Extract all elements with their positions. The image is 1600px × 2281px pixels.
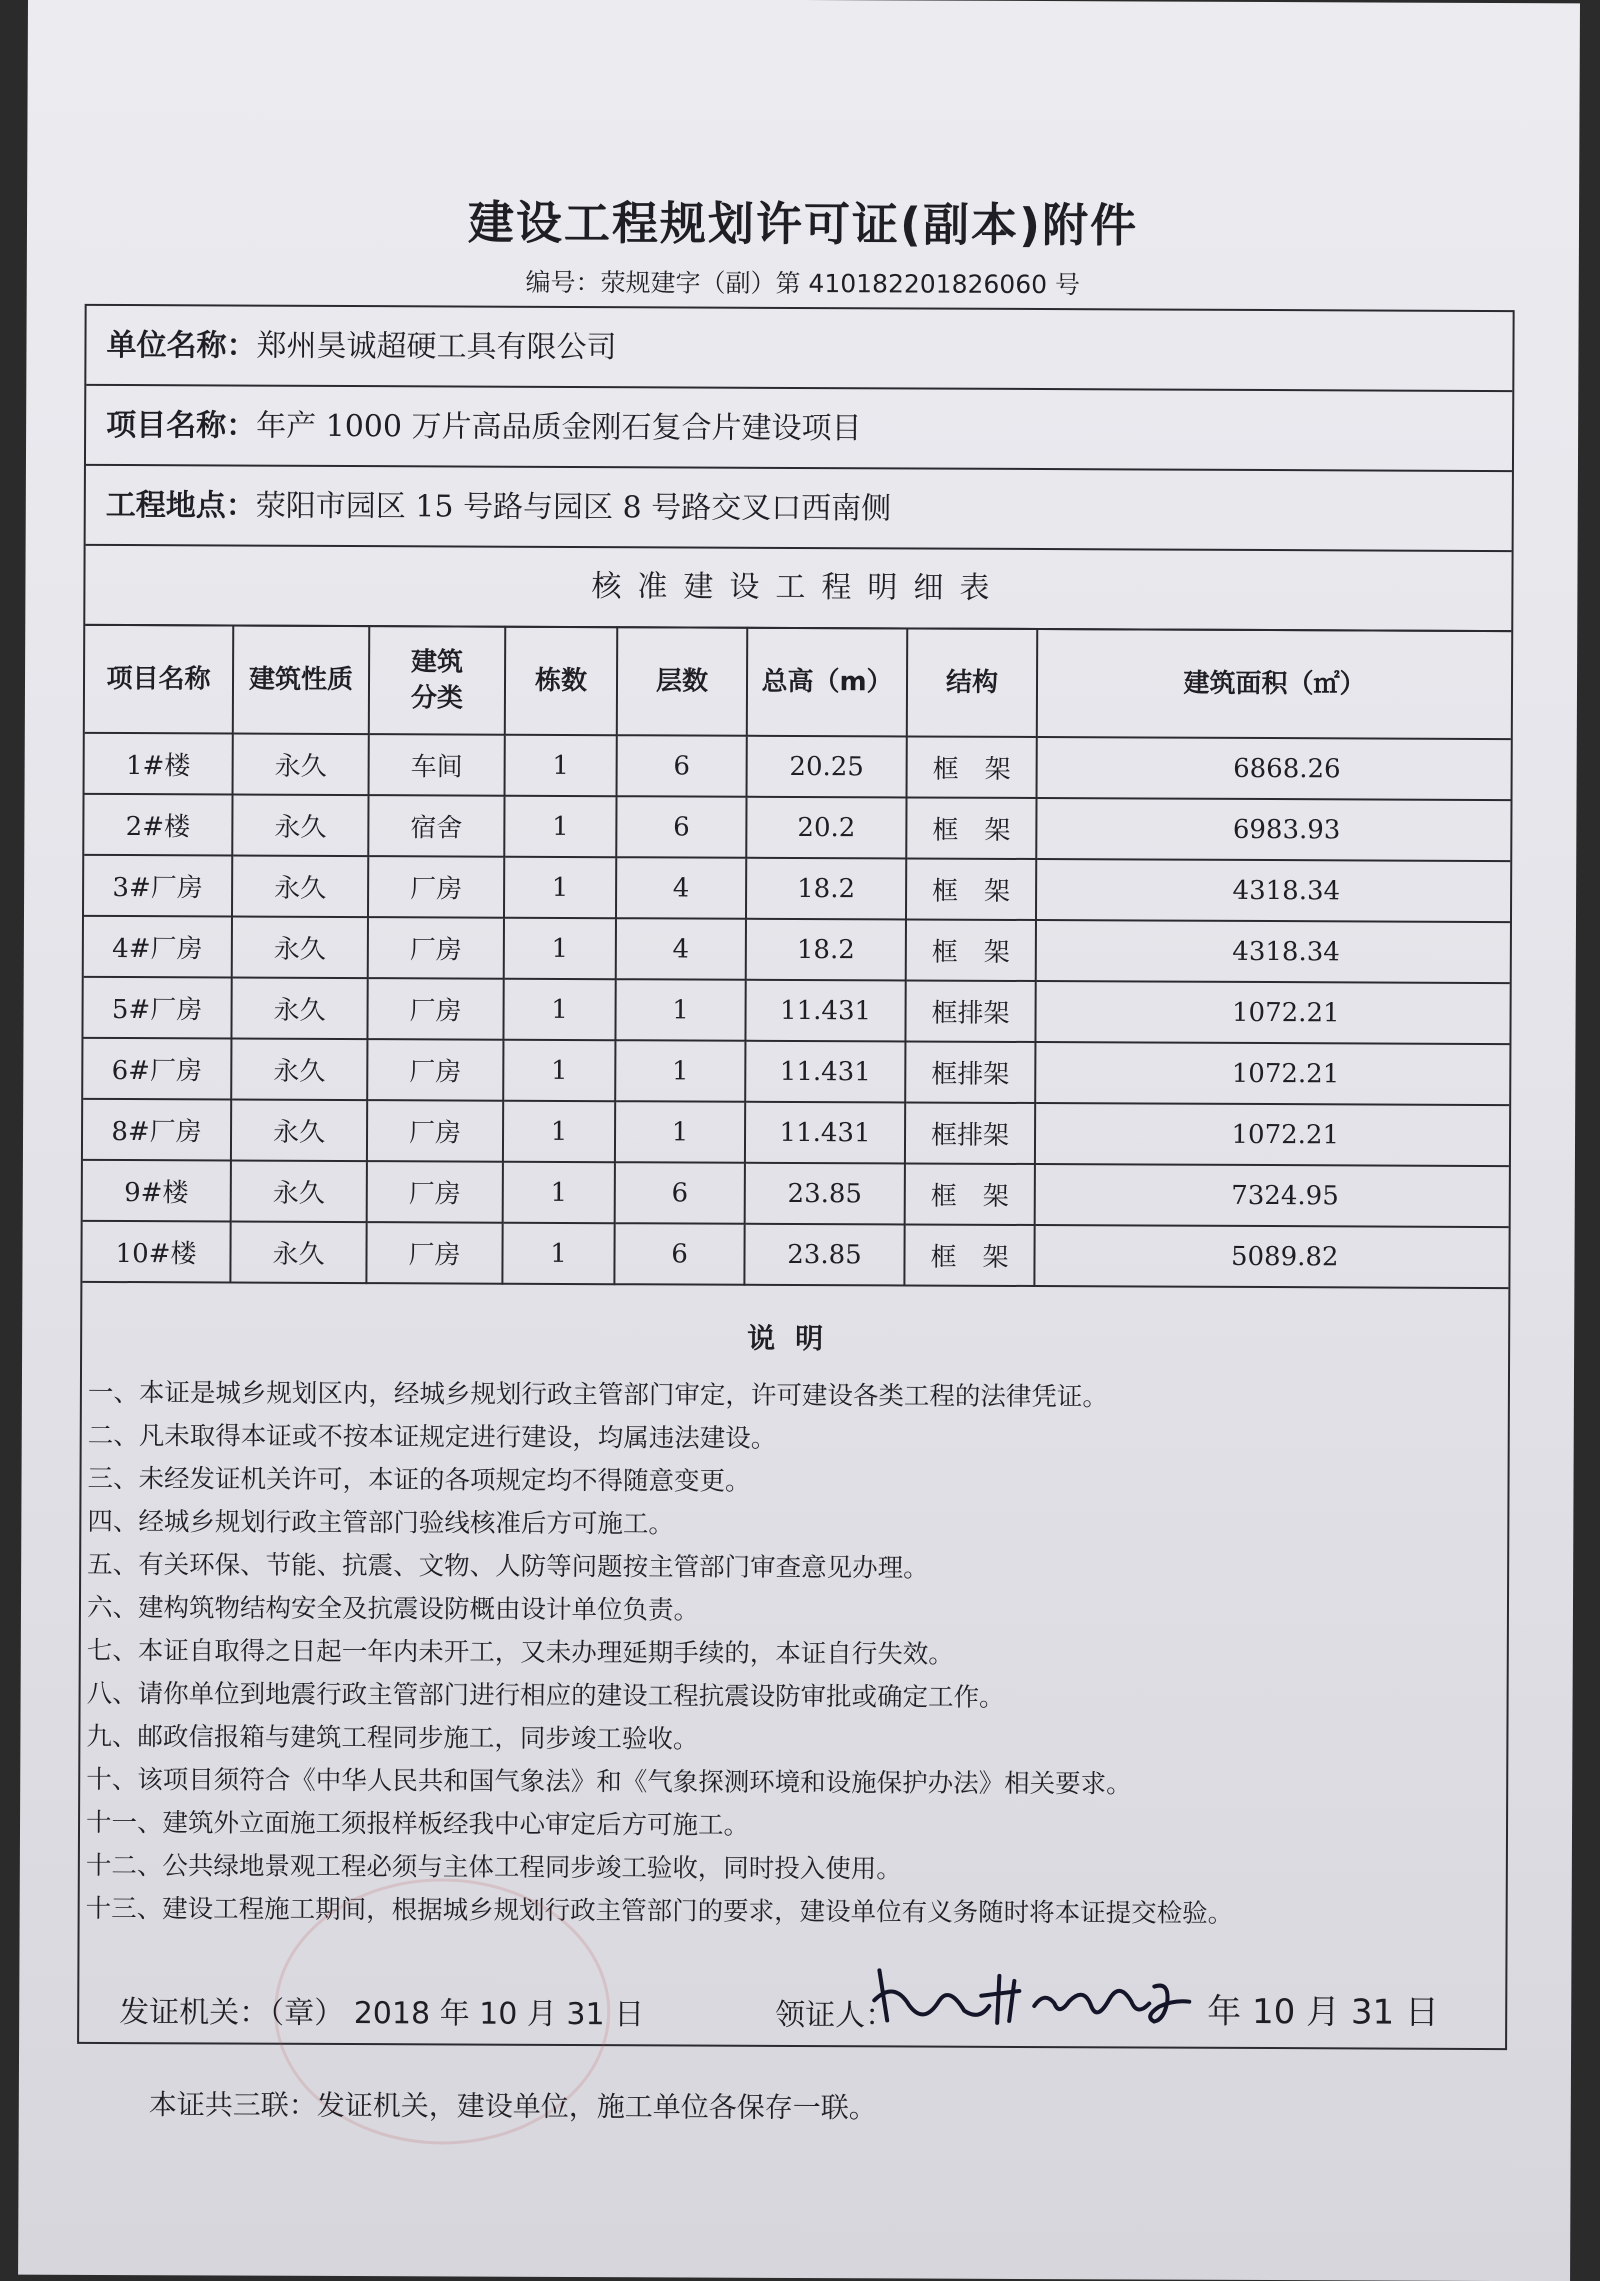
table-cell: 10#楼: [82, 1221, 230, 1283]
note-item: 六、建构筑物结构安全及抗震设防概由设计单位负责。: [86, 1592, 700, 1626]
note-item: 七、本证自取得之日起一年内未开工，又未办理延期手续的，本证自行失效。: [86, 1635, 954, 1670]
table-cell: 框排架: [905, 1041, 1035, 1103]
table-cell: 1: [615, 1040, 745, 1102]
serial-number: 编号：荥规建字（副）第 410182201826060 号: [525, 267, 1081, 300]
table-cell: 5089.82: [1034, 1225, 1508, 1288]
table-cell: 1: [505, 735, 617, 796]
table-row: [83, 1099, 1509, 1166]
table-cell: 6: [614, 1223, 744, 1285]
table-cell: 5#厂房: [83, 977, 231, 1039]
notes-title: 说明: [747, 1321, 844, 1356]
table-cell: 1072.21: [1035, 981, 1509, 1044]
site-row: [86, 466, 1512, 552]
unit-label: 单位名称：: [106, 327, 257, 364]
table-cell: 4318.34: [1036, 859, 1510, 922]
recipient-label: 领证人：: [775, 1997, 896, 2034]
table-cell: 永久: [232, 795, 368, 857]
table-cell: 永久: [231, 978, 367, 1040]
table-cell: 宿舍: [368, 795, 504, 857]
table-cell: 厂房: [367, 978, 503, 1040]
table-cell: 6: [615, 1162, 745, 1224]
header-cell: 层数: [617, 627, 747, 736]
table-cell: 永久: [231, 1039, 367, 1101]
detail-table-title: 核准建设工程明细表: [85, 546, 1511, 632]
note-item: 二、凡未取得本证或不按本证规定进行建设，均属违法建设。: [87, 1420, 777, 1454]
table-cell: 6983.93: [1036, 798, 1510, 861]
table-row: [84, 855, 1510, 922]
table-cell: 6#厂房: [83, 1038, 231, 1100]
table-cell: 23.85: [745, 1163, 905, 1225]
header-cell: 建筑 分类: [369, 626, 505, 735]
project-row: [86, 386, 1512, 472]
note-item: 十三、建设工程施工期间，根据城乡规划行政主管部门的要求，建设单位有义务随时将本证提交检验。: [85, 1893, 1234, 1929]
table-cell: 9#楼: [83, 1160, 231, 1222]
header-cell: 建筑性质: [233, 626, 369, 735]
note-item: 三、未经发证机关许可，本证的各项规定均不得随意变更。: [87, 1463, 751, 1497]
note-item: 九、邮政信报箱与建筑工程同步施工，同步竣工验收。: [86, 1721, 699, 1755]
document-title: 建设工程规划许可证(副本)附件: [467, 195, 1139, 253]
table-row: [83, 1038, 1509, 1105]
table-cell: 1: [503, 979, 615, 1040]
unit-row: [86, 306, 1512, 392]
table-cell: 永久: [232, 856, 368, 918]
table-row: [83, 977, 1509, 1044]
note-item: 八、请你单位到地震行政主管部门进行相应的建设工程抗震设防审批或确定工作。: [86, 1678, 1005, 1713]
table-cell: 框排架: [905, 980, 1035, 1042]
note-item: 十二、公共绿地景观工程必须与主体工程同步竣工验收，同时投入使用。: [85, 1850, 902, 1885]
table-cell: 厂房: [366, 1222, 502, 1284]
header-cell: 建筑面积（㎡）: [1037, 629, 1511, 739]
notes-list: [86, 1372, 1502, 1937]
permit-frame: [77, 304, 1515, 2050]
note-item: 四、经城乡规划行政主管部门验线核准后方可施工。: [87, 1506, 674, 1540]
table-cell: 3#厂房: [84, 855, 232, 917]
table-cell: 1: [504, 857, 616, 918]
table-cell: 20.25: [747, 736, 907, 798]
table-cell: 7324.95: [1035, 1164, 1509, 1227]
table-cell: 厂房: [367, 1161, 503, 1223]
table-row: [85, 733, 1511, 800]
table-cell: 厂房: [367, 1100, 503, 1162]
note-item: 十、该项目须符合《中华人民共和国气象法》和《气象探测环境和设施保护办法》相关要求。: [86, 1764, 1132, 1800]
table-cell: 永久: [232, 917, 368, 979]
table-cell: 1: [504, 918, 616, 979]
table-cell: 18.2: [746, 858, 906, 920]
table-cell: 11.431: [745, 1041, 905, 1103]
table-cell: 1: [615, 1101, 745, 1163]
table-header-row: [85, 625, 1511, 739]
table-row: [83, 1160, 1509, 1227]
table-cell: 框 架: [906, 858, 1036, 920]
table-cell: 6: [616, 796, 746, 858]
table-cell: 18.2: [746, 919, 906, 981]
table-cell: 永久: [233, 734, 369, 796]
table-cell: 11.431: [745, 1102, 905, 1164]
issuer-line: 发证机关：（章） 2018 年 10 月 31 日: [119, 1995, 645, 2033]
project-value: 年产 1000 万片高品质金刚石复合片建设项目: [256, 408, 862, 447]
header-cell: 总高（m）: [747, 628, 907, 737]
header-cell: 栋数: [505, 627, 617, 735]
table-cell: 1: [615, 979, 745, 1041]
header-cell: 结构: [907, 628, 1037, 737]
table-cell: 4#厂房: [84, 916, 232, 978]
project-label: 项目名称：: [106, 407, 257, 444]
note-item: 五、有关环保、节能、抗震、文物、人防等问题按主管部门审查意见办理。: [87, 1549, 929, 1584]
table-cell: 厂房: [368, 917, 504, 979]
note-item: 一、本证是城乡规划区内，经城乡规划行政主管部门审定，许可建设各类工程的法律凭证。: [87, 1377, 1108, 1413]
table-cell: 框 架: [905, 1163, 1035, 1225]
copies-note: 本证共三联：发证机关，建设单位，施工单位各保存一联。: [148, 2088, 877, 2125]
table-cell: 框 架: [904, 1224, 1034, 1286]
recipient-date: 年 10 月 31 日: [1207, 1991, 1440, 2033]
table-row: [82, 1221, 1508, 1288]
table-row: [84, 794, 1510, 861]
table-cell: 4: [616, 857, 746, 919]
table-cell: 6: [617, 735, 747, 797]
table-cell: 厂房: [368, 856, 504, 918]
table-cell: 1: [502, 1223, 614, 1284]
note-item: 十一、建筑外立面施工须报样板经我中心审定后方可施工。: [85, 1807, 750, 1841]
table-cell: 8#厂房: [83, 1099, 231, 1161]
table-cell: 6868.26: [1037, 737, 1511, 800]
table-cell: 20.2: [746, 797, 906, 859]
table-cell: 1: [503, 1162, 615, 1223]
table-cell: 1072.21: [1035, 1103, 1509, 1166]
table-cell: 车间: [369, 734, 505, 796]
table-cell: 永久: [231, 1161, 367, 1223]
header-cell: 项目名称: [85, 625, 233, 734]
table-cell: 1: [504, 796, 616, 857]
table-cell: 1: [503, 1101, 615, 1162]
table-cell: 1#楼: [85, 733, 233, 795]
table-cell: 框排架: [905, 1102, 1035, 1164]
table-cell: 23.85: [744, 1224, 904, 1286]
table-cell: 4: [616, 918, 746, 980]
table-cell: 2#楼: [84, 794, 232, 856]
handwritten-signature: [869, 1960, 1209, 2041]
table-cell: 框 架: [907, 736, 1037, 798]
table-cell: 永久: [231, 1100, 367, 1162]
table-cell: 框 架: [906, 797, 1036, 859]
table-cell: 1072.21: [1035, 1042, 1509, 1105]
table-cell: 框 架: [906, 919, 1036, 981]
document-page: [18, 0, 1580, 2281]
table-cell: 厂房: [367, 1039, 503, 1101]
site-value: 荥阳市园区 15 号路与园区 8 号路交叉口西南侧: [255, 488, 892, 527]
detail-table: [82, 624, 1511, 1289]
table-row: [84, 916, 1510, 983]
table-cell: 永久: [230, 1222, 366, 1284]
table-cell: 11.431: [745, 980, 905, 1042]
table-cell: 4318.34: [1036, 920, 1510, 983]
table-cell: 1: [503, 1040, 615, 1101]
unit-value: 郑州昊诚超硬工具有限公司: [256, 328, 617, 366]
site-label: 工程地点：: [105, 487, 256, 524]
